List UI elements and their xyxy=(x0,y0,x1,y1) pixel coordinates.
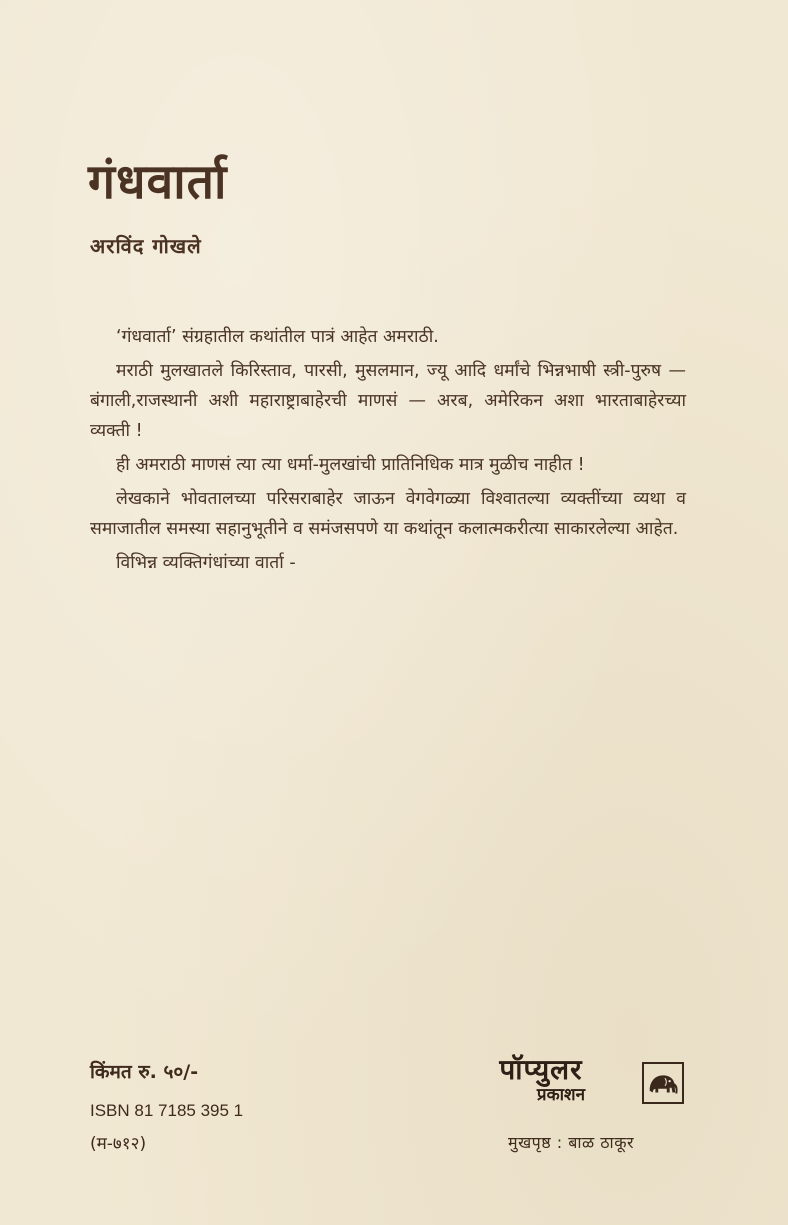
isbn-label: ISBN 81 7185 395 1 xyxy=(90,1101,244,1120)
blurb-paragraph: ही अमराठी माणसं त्या त्या धर्मा-मुलखांची प्रातिनिधिक मात्र मुळीच नाहीत ! xyxy=(116,455,585,475)
catalog-code: (म-७१२) xyxy=(90,1134,147,1154)
publisher-subtitle: प्रकाशन xyxy=(536,1085,586,1105)
elephant-emblem-icon xyxy=(642,1062,684,1104)
price-label: किंमत रु. ५०/- xyxy=(90,1061,199,1083)
blurb-text xyxy=(90,322,686,582)
blurb-paragraph: ‘गंधवार्ता’ संग्रहातील कथांतील पात्रं आहेत अमराठी. xyxy=(116,327,439,347)
cover-credit: मुखपृष्ठ : बाळ ठाकूर xyxy=(508,1133,635,1152)
book-title: गंधवार्ता xyxy=(88,154,228,210)
blurb-paragraph: लेखकाने भोवतालच्या परिसराबाहेर जाऊन वेगवेगळ्या विश्वातल्या व्यक्तींच्या व्यथा व समाजातील समस्या सहानुभूतीने व समंजसपणे या कथांतून कलात्मकरीत्या साकारलेल्या आहेत. xyxy=(90,489,686,539)
blurb-paragraph: मराठी मुलखातले किरिस्ताव, पारसी, मुसलमान, ज्यू आदि धर्मांचे भिन्नभाषी स्त्री-पुरुष — बंगाली,राजस्थानी अशी महाराष्ट्राबाहेरची माणसं — अरब, अमेरिकन अशा भारताबाहेरच्या व्यक्ती ! xyxy=(90,361,686,441)
publisher-name: पॉप्युलर xyxy=(499,1053,583,1086)
publisher-logo-text xyxy=(446,1055,636,1105)
book-author: अरविंद गोखले xyxy=(90,234,202,258)
blurb-paragraph: विभिन्न व्यक्तिगंधांच्या वार्ता - xyxy=(116,553,296,573)
